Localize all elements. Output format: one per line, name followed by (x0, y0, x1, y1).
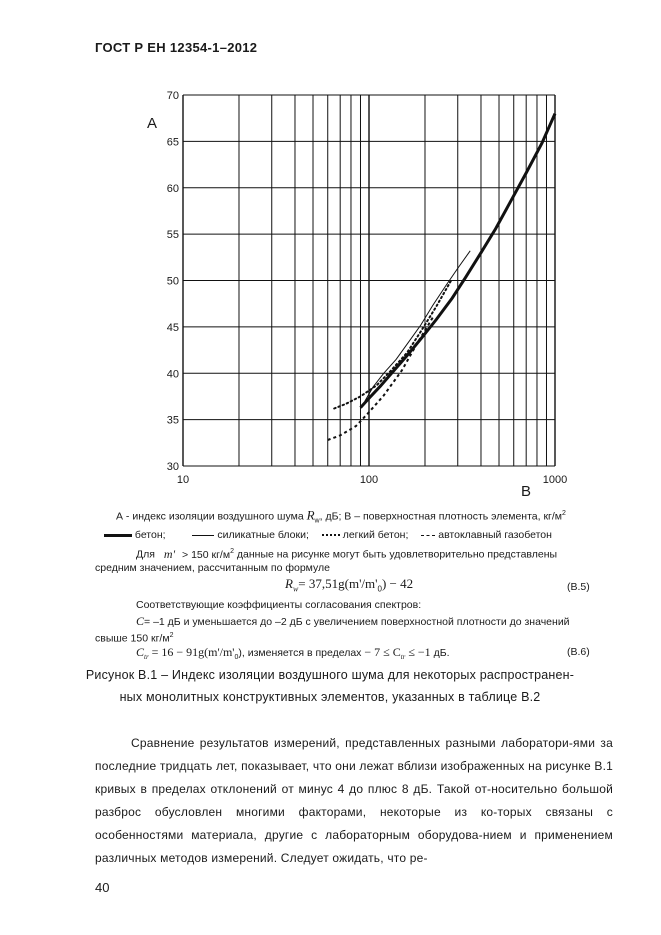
formula-b5: $R_w= 37,51g(m'/m'_0) - 42$ (285, 576, 414, 594)
para1-line1: Для m' > 150 $кг/м^2$ данные на рисунке могут быть удовлетворительно представлены (136, 546, 558, 561)
y-tick-label: 45 (166, 321, 179, 334)
legend-label-light: легкий бетон; (342, 529, 409, 541)
series-line-dotted (334, 279, 452, 409)
symbol-r: R (306, 507, 315, 523)
x-axis-label: B (521, 483, 532, 500)
legend-line-2 (104, 528, 624, 542)
c-line-2: свыше 150 $кг/м^2$ (95, 632, 174, 645)
legend-line-1: А - индекс изоляции воздушного шума $R_w$, дБ; В – поверхностная плотность элемента, $кг/м^2$ (116, 507, 566, 525)
legend-swatch-light (322, 534, 340, 536)
y-tick-label: 60 (166, 182, 179, 195)
y-tick-label: 65 (166, 136, 179, 149)
chart-grid (183, 95, 555, 466)
legend-swatch-aerated (421, 535, 435, 536)
figure-title: Рисунок В.1 – Индекс изоляции воздушного шума для некоторых распространен- ных монолитных конструктивных элементов, указанных в таблице В.2 (85, 668, 575, 704)
y-tick-label: 55 (166, 229, 179, 242)
formula-b6-label: (В.6) (567, 646, 590, 658)
c-line: C= –1 дБ и уменьшается до –2 дБ с увеличением поверхностной плотности до значений (136, 614, 570, 628)
formula-b5-label: (В.5) (567, 581, 590, 593)
page-number: 40 (95, 880, 110, 895)
legend-label-silicate: силикатные блоки; (217, 529, 309, 541)
legend-swatch-silicate (192, 535, 214, 536)
x-tick-label: 1000 (542, 474, 568, 486)
legend-label-beton: бетон; (134, 529, 166, 541)
y-tick-label: 30 (166, 461, 179, 473)
chart-tick-labels (167, 90, 567, 486)
y-tick-label: 35 (166, 414, 179, 427)
ctr-line: $C_{tr} = 16 - 91g(m'/m'_0)$, изменяется в пределах − $7 \le C_{tr} \le -1$ дБ. (136, 645, 450, 662)
legend-label-aerated: автоклавный газобетон (438, 529, 552, 541)
x-tick-label: 10 (176, 474, 190, 486)
y-tick-label: 50 (166, 275, 179, 288)
chart-curves (328, 114, 555, 440)
legend-swatch-beton (104, 534, 132, 537)
spectrum-heading: Соответствующие коэффициенты согласования спектров: (136, 599, 422, 611)
y-axis-label: A (147, 115, 158, 132)
document-header: ГОСТ Р ЕН 12354-1–2012 (95, 40, 258, 55)
y-tick-label: 40 (166, 368, 179, 381)
y-tick-label: 70 (166, 90, 179, 102)
para1-line2: средним значением, рассчитанным по формуле (95, 562, 331, 574)
series-line-thin (365, 251, 470, 401)
body-paragraph: Сравнение результатов измерений, представленных разными лаборатори-ями за последние тридцать лет, показывает, что они лежат вблизи изображенных на рисунке В.1 кривых в пределах отклонений от минус 4 до плюс 8 дБ. Такой от-носительно большой разброс обусловлен многими факторами, некоторые из ко-торых связаны с особенностями материала, другие с лабораторным оборудова-нием и применением различных методов измерений. Следует ожидать, что ре- (95, 736, 613, 865)
x-tick-label: 100 (359, 474, 379, 486)
